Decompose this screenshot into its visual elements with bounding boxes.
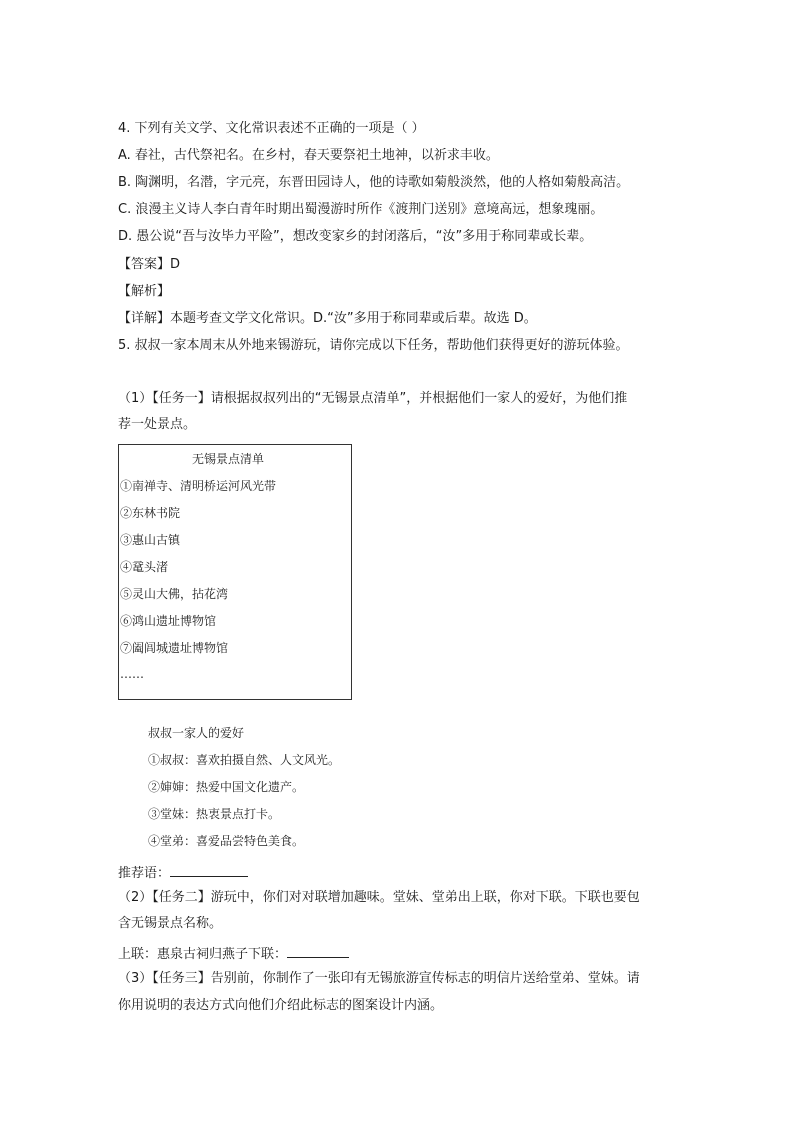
task2-line1 — [118, 889, 640, 907]
scenic-item: ⑦阖闾城遗址博物馆 — [120, 641, 229, 655]
detail-tag: 【详解】 — [118, 311, 171, 326]
task2-prefix: （2） — [118, 890, 153, 905]
scenic-item-ellipsis: …… — [120, 667, 144, 681]
hobby-item: ②婶婶：热爱中国文化遗产。 — [148, 780, 305, 794]
couplet-line — [118, 943, 349, 964]
couplet-upper: 上联：惠泉古祠归燕子 — [118, 947, 249, 962]
scenic-item: ①南禅寺、清明桥运河风光带 — [120, 479, 277, 493]
task1-text: 请根据叔叔列出的“无锡景点清单”，并根据他们一家人的爱好，为他们推 — [210, 391, 628, 406]
recommend-blank[interactable] — [170, 862, 248, 877]
q4-option-c: C. 浪漫主义诗人李白青年时期出蜀漫游时所作《渡荆门送别》意境高远，想象瑰丽。 — [118, 202, 604, 217]
task1-line1 — [118, 390, 627, 408]
scenic-item: ⑤灵山大佛，拈花湾 — [120, 587, 229, 601]
couplet-lower-blank[interactable] — [287, 943, 349, 958]
task1-tag: 【任务一】 — [152, 391, 211, 406]
q4-stem: 4. 下列有关文学、文化常识表述不正确的一项是（ ） — [118, 121, 425, 136]
q5-stem: 5. 叔叔一家本周末从外地来锡游玩，请你完成以下任务，帮助他们获得更好的游玩体验。 — [118, 338, 629, 353]
scenic-list-title: 无锡景点清单 — [192, 452, 265, 466]
task2-line2: 含无锡景点名称。 — [118, 916, 223, 931]
task1-line2: 荐一处景点。 — [118, 417, 197, 432]
q4-option-b: B. 陶渊明，名潜，字元亮，东晋田园诗人，他的诗歌如菊般淡然，他的人格如菊般高洁。 — [118, 175, 630, 190]
task1-prefix: （1） — [118, 391, 153, 406]
couplet-lower-label: 下联： — [248, 947, 288, 962]
recommend-line — [118, 862, 248, 883]
task3-tag: 【任务三】 — [152, 971, 211, 986]
hobby-item: ③堂妹：热衷景点打卡。 — [148, 807, 281, 821]
scenic-item: ③惠山古镇 — [120, 533, 181, 547]
q4-option-a: A. 春社，古代祭祀名。在乡村，春天要祭祀土地神，以祈求丰收。 — [118, 148, 499, 163]
scenic-item: ②东林书院 — [120, 506, 181, 520]
scenic-item: ④鼋头渚 — [120, 560, 169, 574]
answer-tag: 【答案】 — [118, 257, 171, 272]
hobby-item: ④堂弟：喜爱品尝特色美食。 — [148, 834, 305, 848]
recommend-label: 推荐语： — [118, 866, 171, 881]
task2-tag: 【任务二】 — [152, 890, 211, 905]
task2-text: 游玩中，你们对对联增加趣味。堂妹、堂弟出上联，你对下联。下联也要包 — [210, 890, 640, 905]
task3-line2: 你用说明的表达方式向他们介绍此标志的图案设计内涵。 — [118, 998, 444, 1013]
q4-detail-line — [118, 310, 537, 328]
task3-prefix: （3） — [118, 971, 153, 986]
task3-line1 — [118, 970, 640, 988]
detail-text: 本题考查文学文化常识。D.“汝”多用于称同辈或后辈。故选 D。 — [170, 311, 537, 326]
scenic-item: ⑥鸿山遗址博物馆 — [120, 614, 217, 628]
hobbies-title: 叔叔一家人的爱好 — [148, 726, 245, 740]
q4-option-d: D. 愚公说“吾与汝毕力平险”，想改变家乡的封闭落后，“汝”多用于称同辈或长辈。 — [118, 229, 593, 244]
answer-value: D — [170, 257, 181, 272]
hobby-item: ①叔叔：喜欢拍摄自然、人文风光。 — [148, 753, 341, 767]
q4-answer-line — [118, 256, 180, 274]
q4-analysis-tag: 【解析】 — [118, 284, 171, 299]
task3-text: 告别前，你制作了一张印有无锡旅游宣传标志的明信片送给堂弟、堂妹。请 — [210, 971, 640, 986]
